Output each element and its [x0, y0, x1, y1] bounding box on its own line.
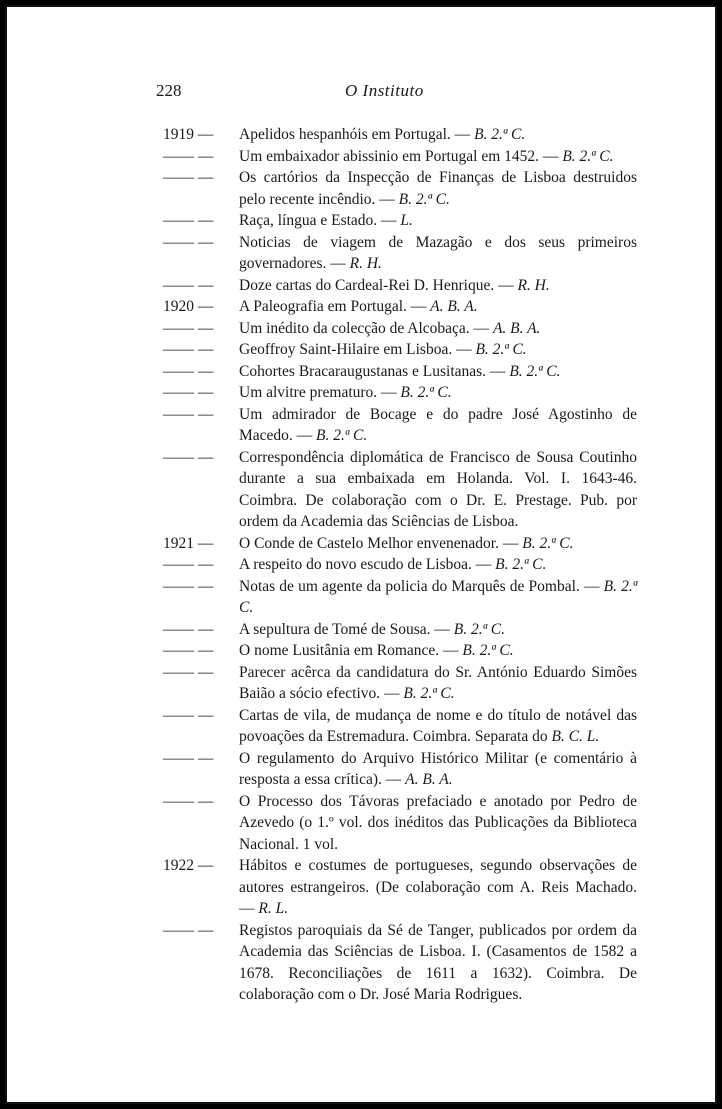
- entry-citation: A. B. A.: [492, 319, 541, 337]
- bibliography-entry: [163, 361, 637, 383]
- bibliography-entry: [163, 404, 637, 447]
- entry-text: Um alvitre prematuro. —: [239, 384, 397, 401]
- entry-citation: B. C. L.: [551, 728, 600, 745]
- bibliography-entry: [163, 232, 637, 275]
- entry-text: A sepultura de Tomé de Sousa. —: [239, 620, 450, 638]
- entry-text: Geoffroy Saint-Hilaire em Lisboa. —: [239, 341, 472, 358]
- entry-citation: B. 2.ª C.: [509, 362, 561, 380]
- entry-citation: B. 2.ª C.: [522, 534, 574, 552]
- entry-citation: B. 2.ª C.: [495, 556, 547, 573]
- entry-citation: B. 2.ª C.: [453, 620, 505, 638]
- entry-year: —— —: [163, 147, 214, 165]
- entry-year: —— —: [163, 620, 214, 638]
- book-page: [5, 5, 717, 1104]
- entry-citation: B. 2.ª C.: [475, 341, 527, 358]
- page-number: 228: [156, 81, 182, 100]
- entry-year: —— —: [163, 233, 214, 251]
- entry-year: 1922 —: [163, 857, 214, 874]
- bibliography-entry: [163, 339, 637, 361]
- entry-year: 1919 —: [163, 126, 214, 143]
- entry-text: Registos paroquiais da Sé de Tanger, publicados por ordem da Academia das Sciências de Lisboa. I. (Casamentos de 1582 a 1678. Reconciliações de 1611 a 1632). Coimbra. De colaboração com o Dr. José Maria Rodrigues.: [239, 921, 637, 1003]
- entry-citation: B. 2.ª C.: [239, 577, 638, 616]
- entry-year: 1921 —: [163, 534, 214, 552]
- bibliography-entry: [163, 275, 637, 297]
- entry-citation: R. H.: [349, 255, 382, 272]
- entry-citation: B. 2.ª C.: [474, 126, 526, 143]
- bibliography-entry: [163, 640, 637, 662]
- entry-citation: B. 2.ª C.: [316, 427, 368, 444]
- entry-citation: A. B. A.: [430, 298, 478, 315]
- bibliography-entry: [163, 318, 637, 340]
- entry-year: —— —: [163, 169, 214, 186]
- entry-text: O Conde de Castelo Melhor envenenador. —: [239, 534, 519, 552]
- bibliography-entry: [163, 296, 637, 318]
- entry-citation: B. 2.ª C.: [403, 685, 455, 702]
- entry-text: Os cartórios da Inspecção de Finanças de Lisboa destruidos pelo recente incêndio. —: [239, 169, 637, 208]
- entry-year: —— —: [163, 212, 214, 229]
- bibliography-entry: [163, 382, 637, 404]
- entry-text: Hábitos e costumes de portugueses, segundo observações de autores estrangeiros. (De colaboração com A. Reis Machado. —: [239, 857, 637, 917]
- entry-text: Apelidos hespanhóis em Portugal. —: [239, 126, 471, 143]
- bibliography-entry: [163, 748, 637, 791]
- entry-citation: R. L.: [258, 900, 289, 917]
- entry-citation: B. 2.ª C.: [562, 147, 614, 165]
- entry-citation: B. 2.ª C.: [462, 642, 514, 659]
- entry-citation: R. H.: [517, 276, 550, 294]
- entry-year: —— —: [163, 792, 214, 810]
- entry-year: —— —: [163, 577, 214, 595]
- bibliography-list: [163, 124, 637, 1006]
- bibliography-entry: [163, 920, 637, 1006]
- journal-title: O Instituto: [345, 81, 424, 100]
- entry-citation: A. B. A.: [405, 771, 453, 788]
- entry-citation: L.: [400, 212, 413, 229]
- entry-year: —— —: [163, 556, 214, 573]
- entry-year: —— —: [163, 341, 214, 358]
- entry-text: Um inédito da colecção de Alcobaça. —: [239, 319, 490, 337]
- bibliography-entry: [163, 619, 637, 641]
- entry-text: O Processo dos Távoras prefaciado e anotado por Pedro de Azevedo (o 1.º vol. dos inéditos das Publicações da Biblioteca Nacional. 1 vol.: [239, 792, 637, 853]
- entry-text: Raça, língua e Estado. —: [239, 212, 397, 229]
- entry-citation: B. 2.ª C.: [400, 384, 452, 401]
- entry-year: —— —: [163, 276, 214, 294]
- entry-text: Correspondência diplomática de Francisco de Sousa Coutinho durante a sua embaixada em Holanda. Vol. I. 1643-46. Coimbra. De colaboração com o Dr. E. Prestage. Pub. por ordem da Academia das Sciências de Lisboa.: [239, 448, 637, 530]
- entry-text: O regulamento do Arquivo Histórico Militar (e comentário à resposta a essa crítica). —: [239, 749, 637, 788]
- entry-text: Notas de um agente da policia do Marquês de Pombal. —: [239, 577, 600, 595]
- bibliography-entry: [163, 791, 637, 856]
- bibliography-entry: [163, 705, 637, 748]
- entry-year: —— —: [163, 405, 214, 423]
- entry-text: A respeito do novo escudo de Lisboa. —: [239, 556, 492, 573]
- bibliography-entry: [163, 533, 637, 555]
- entry-text: Cohortes Bracaraugustanas e Lusitanas. —: [239, 362, 506, 380]
- bibliography-entry: [163, 124, 637, 146]
- bibliography-entry: [163, 554, 637, 576]
- entry-year: —— —: [163, 362, 214, 380]
- bibliography-entry: [163, 146, 637, 168]
- bibliography-entry: [163, 447, 637, 533]
- entry-text: Um admirador de Bocage e do padre José Agostinho de Macedo. —: [239, 405, 637, 444]
- entry-year: —— —: [163, 448, 214, 466]
- entry-year: —— —: [163, 706, 214, 724]
- bibliography-entry: [163, 855, 637, 920]
- entry-year: 1920 —: [163, 298, 214, 315]
- entry-year: —— —: [163, 663, 214, 681]
- bibliography-entry: [163, 167, 637, 210]
- bibliography-entry: [163, 576, 637, 619]
- entry-year: —— —: [163, 319, 214, 337]
- entry-year: —— —: [163, 384, 214, 401]
- entry-text: A Paleografia em Portugal. —: [239, 298, 427, 315]
- bibliography-entry: [163, 662, 637, 705]
- entry-year: —— —: [163, 749, 214, 767]
- entry-year: —— —: [163, 921, 214, 939]
- entry-year: —— —: [163, 642, 214, 659]
- entry-text: Cartas de vila, de mudança de nome e do título de notável das povoações da Estremadura. Coimbra. Separata do: [239, 706, 637, 745]
- bibliography-entry: [163, 210, 637, 232]
- entry-text: Doze cartas do Cardeal-Rei D. Henrique. —: [239, 276, 514, 294]
- entry-text: Parecer acêrca da candidatura do Sr. António Eduardo Simões Baião a sócio efectivo. —: [239, 663, 637, 702]
- entry-text: Um embaixador abissinio em Portugal em 1452. —: [239, 147, 559, 165]
- entry-text: Noticias de viagem de Mazagão e dos seus primeiros governadores. —: [239, 233, 637, 272]
- entry-citation: B. 2.ª C.: [398, 190, 450, 208]
- entry-text: O nome Lusitânia em Romance. —: [239, 642, 459, 659]
